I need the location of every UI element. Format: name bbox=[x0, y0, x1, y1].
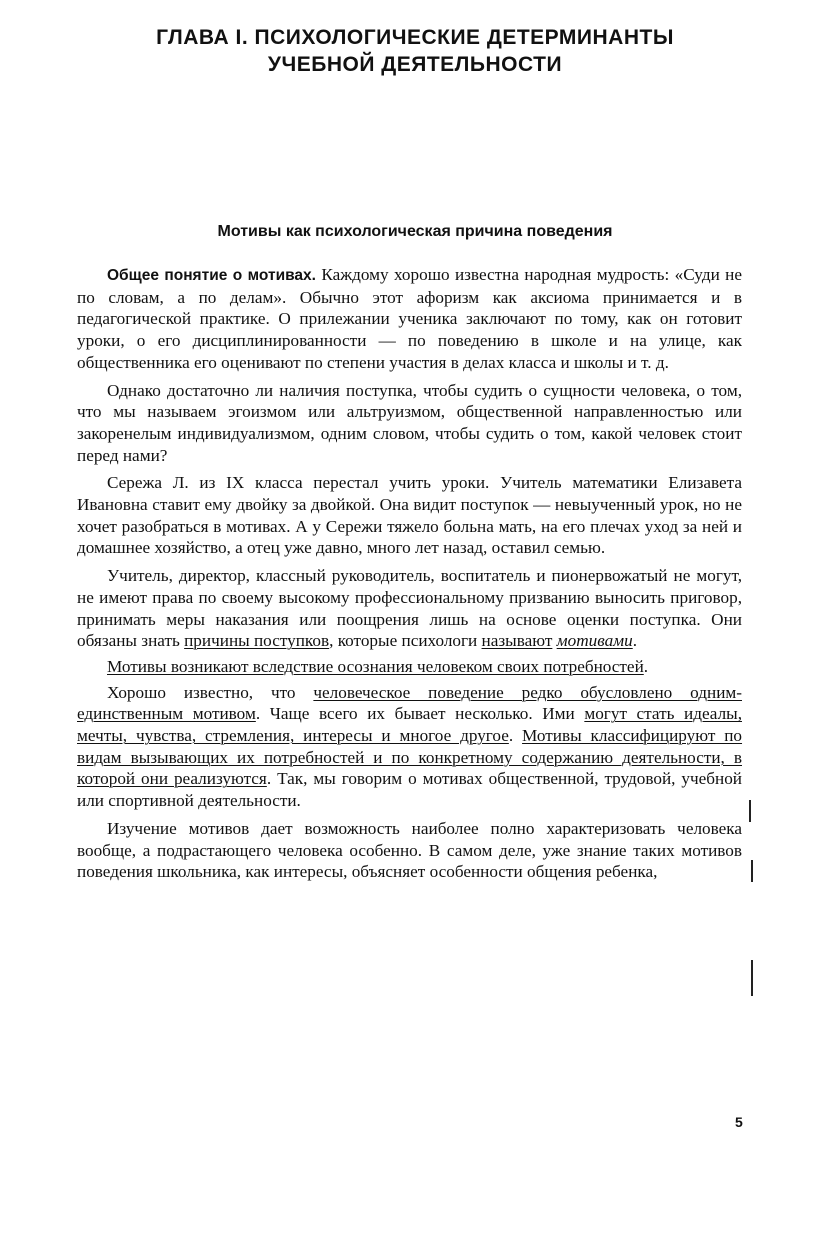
page-number: 5 bbox=[735, 1114, 743, 1130]
paragraph-1 bbox=[77, 264, 742, 374]
paragraph-3: Сережа Л. из IX класса перестал учить уроки. Учитель математики Елизавета Ивановна ставит ему двойку за двойкой. Она видит поступок — невыученный урок, но не хочет разобраться в мотивах. А у Сережи тяжело больна мать, на его плечах уход за ней и домашнее хозяйство, а отец уже давно, много лет назад, оставил семью. bbox=[77, 473, 742, 558]
underlined-causes: причины поступков bbox=[184, 631, 330, 651]
chapter-title-line-2: УЧЕБНОЙ ДЕЯТЕЛЬНОСТИ bbox=[267, 53, 563, 76]
underlined-call: называют bbox=[481, 631, 553, 651]
underlined-classification: Мотивы классифицируют по видам вызывающих их потребностей и по конкретному содержанию деятельности, в которой они реализуются bbox=[77, 726, 743, 789]
margin-pen-mark bbox=[751, 860, 753, 882]
paragraph-6-text-d: . Так, мы говорим о мотивах общественной, трудовой, учебной или спортивной деятельности. bbox=[77, 769, 742, 811]
body-text bbox=[77, 264, 742, 889]
paragraph-4-text-b: , которые психологи bbox=[329, 631, 482, 651]
underlined-behavior: человеческое поведение редко обусловлено одним-единственным мотивом bbox=[77, 682, 742, 724]
underlined-definition: Мотивы возникают вследствие осознания человеком своих потребностей bbox=[107, 656, 644, 676]
paragraph-2: Однако достаточно ли наличия поступка, чтобы судить о сущности человека, о том, что мы называем эгоизмом или альтруизмом, общественной направленностью или закоренелым индивидуализмом, одним словом, чтобы судить о том, какой человек стоит перед нами? bbox=[77, 380, 742, 465]
underlined-ideals: могут стать идеалы, мечты, чувства, стремления, интересы и многое другое bbox=[77, 704, 742, 746]
paragraph-1-text: Каждому хорошо известна народная мудрость: «Суди не по словам, а по делам». Обычно этот афоризм как аксиома принимается и в педагогической практике. О прилежании ученика заключают по тому, как он готовит уроки, о его дисциплинированности — по поведению в школе и на улице, как общественника его оценивают по степени участия в делах класса и школы и т. д. bbox=[77, 265, 742, 372]
paragraph-7: Изучение мотивов дает возможность наиболее полно характеризовать человека вообще, а подрастающего человека особенно. В самом деле, уже знание таких мотивов поведения школьника, как интересы, объясняет особенности общения ребенка, bbox=[77, 818, 742, 882]
chapter-title bbox=[60, 24, 770, 78]
paragraph-6-text-b: . Чаще всего их бывает несколько. Ими bbox=[255, 704, 585, 724]
paragraph-5 bbox=[77, 656, 742, 678]
paragraph-4-text-a: Учитель, директор, классный руководитель, воспитатель и пионервожатый не могут, не имеют права по своему высокому профессиональному призванию выносить приговор, принимать меры наказания или поощрения лишь на основе оценки поступка. Они обязаны знать bbox=[77, 566, 742, 651]
paragraph-5-text-a: . bbox=[643, 656, 649, 676]
paragraph-4-text-d: . bbox=[632, 631, 638, 651]
margin-pen-mark bbox=[751, 960, 753, 996]
paragraph-6 bbox=[77, 682, 742, 812]
paragraph-6-text-c: . bbox=[508, 726, 523, 746]
paragraph-4 bbox=[77, 565, 742, 652]
underlined-motives: мотивами bbox=[556, 631, 633, 651]
paragraph-6-text-a: Хорошо известно, что bbox=[107, 682, 314, 702]
run-in-heading: Общее понятие о мотивах. bbox=[107, 267, 316, 284]
chapter-title-line-1: ГЛАВА I. ПСИХОЛОГИЧЕСКИЕ ДЕТЕРМИНАНТЫ bbox=[156, 26, 674, 49]
section-title: Мотивы как психологическая причина поведения bbox=[217, 223, 613, 240]
margin-pen-mark bbox=[749, 800, 751, 822]
